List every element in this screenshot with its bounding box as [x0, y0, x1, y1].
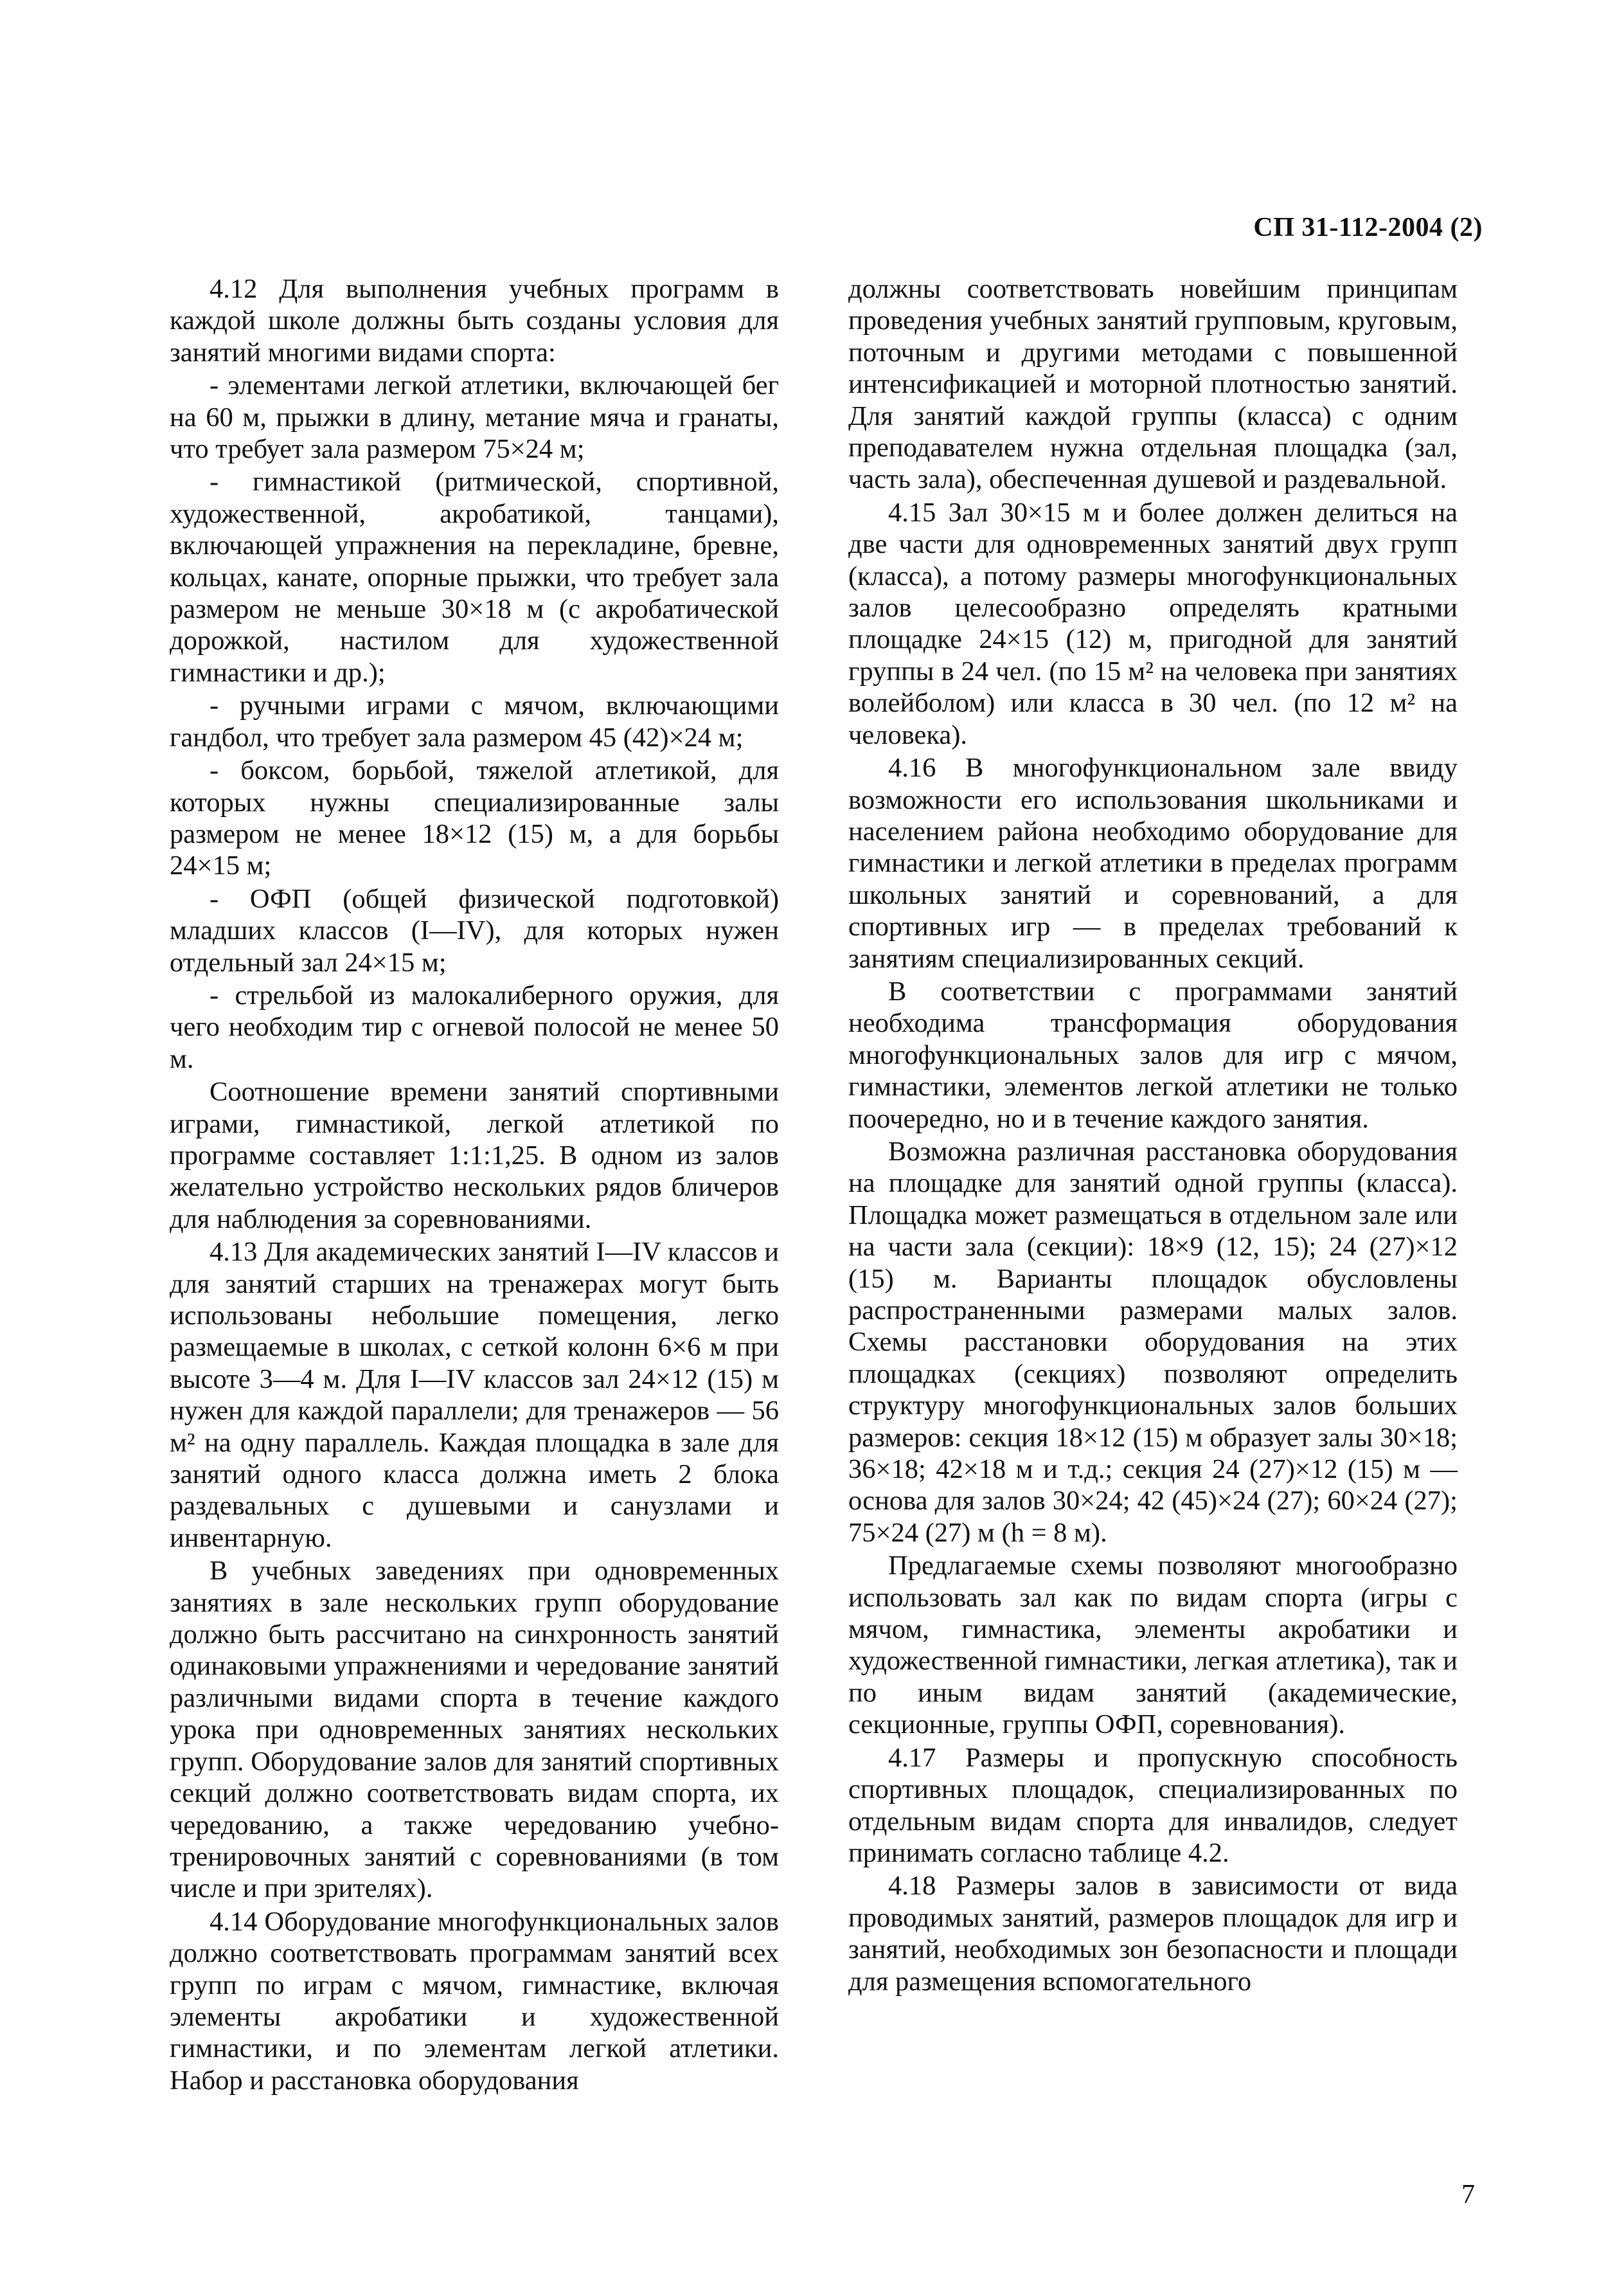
list-item-boxing: - боксом, борьбой, тяжелой атлетикой, для которых нужны специализированные залы размером не менее 18×12 (15) м, а для борьбы 24×15 м;: [170, 755, 779, 881]
list-item-shooting: - стрельбой из малокалиберного оружия, для чего необходим тир с огневой полосой не менее 50 м.: [170, 980, 779, 1074]
paragraph-schemes: Предлагаемые схемы позволяют многообразно использовать зал как по видам спорта (игры с мячом, гимнастика, элементы акробатики и художественной гимнастики, легкая атлетика), так и по иным видам занятий (академические, секционные, группы ОФП, соревнования).: [848, 1551, 1458, 1740]
list-item-gymnastics: - гимнастикой (ритмической, спортивной, художественной, акробатикой, танцами), включающей упражнения на перекладине, бревне, кольцах, канате, опорные прыжки, что требует зала размером не меньше 30×18 м (с акробатической дорожкой, настилом для художественной гимнастики и др.);: [170, 467, 779, 688]
paragraph-4-13: 4.13 Для академических занятий I—IV классов и для занятий старших на тренажерах могут быть использованы небольшие помещения, легко размещаемые в школах, с сеткой колонн 6×6 м при высоте 3—4 м. Для I—IV классов зал 24×12 (15) м нужен для каждой параллели; для тренажеров — 56 м² на одну параллель. Каждая площадка в зале для занятий одного класса должна иметь 2 блока раздевальных с душевыми и санузлами и инвентарную.: [170, 1237, 779, 1553]
paragraph-equipment-placement: Возможна различная расстановка оборудования на площадке для занятий одной группы (класса). Площадка может размещаться в отдельном зале или на части зала (секции): 18×9 (12, 15); 24 (27)×12 (15) м. Варианты площадок обусловлены распространенными размерами малых залов. Схемы расстановки оборудования на этих площадках (секциях) позволяют определить структуру многофункциональных залов больших размеров: секция 18×12 (15) м образует залы 30×18; 36×18; 42×18 м и т.д.; секция 24 (27)×12 (15) м — основа для залов 30×24; 42 (45)×24 (27); 60×24 (27); 75×24 (27) м (h = 8 м).: [848, 1136, 1458, 1548]
paragraph-4-18: 4.18 Размеры залов в зависимости от вида проводимых занятий, размеров площадок для игр и занятий, необходимых зон безопасности и площади для размещения вспомогательного: [848, 1871, 1458, 1997]
list-item-ofp: - ОФП (общей физической подготовкой) младших классов (I—IV), для которых нужен отдельный зал 24×15 м;: [170, 883, 779, 978]
list-item-athletics: - элементами легкой атлетики, включающей бег на 60 м, прыжки в длину, метание мяча и гранаты, что требует зала размером 75×24 м;: [170, 370, 779, 465]
paragraph-synchronous-classes: В учебных заведениях при одновременных занятиях в зале нескольких групп оборудование должно быть рассчитано на синхронность занятий одинаковыми упражнениями и чередование занятий различными видами спорта в течение каждого урока при одновременных занятиях нескольких групп. Оборудование залов для занятий спортивных секций должно соответствовать видам спорта, их чередованию, а также чередованию учебно-тренировочных занятий с соревнованиями (в том числе и при зрителях).: [170, 1556, 779, 1904]
paragraph-4-15: 4.15 Зал 30×15 м и более должен делиться на две части для одновременных занятий двух групп (класса), а потому размеры многофункциональных залов целесообразно определять кратными площадке 24×15 (12) м, пригодной для занятий группы в 24 чел. (по 15 м² на человека при занятиях волейболом) или класса в 30 чел. (по 12 м² на человека).: [848, 497, 1458, 750]
list-item-handball: - ручными играми с мячом, включающими гандбол, что требует зала размером 45 (42)×24 м;: [170, 690, 779, 753]
document-code-header: СП 31-112-2004 (2): [1253, 213, 1483, 242]
right-text-column: [848, 273, 1458, 1999]
left-text-column: [170, 273, 779, 2098]
paragraph-4-14-continued: должны соответствовать новейшим принципам проведения учебных занятий групповым, круговым, поточным и другими методами с повышенной интенсификацией и моторной плотностью занятий. Для занятий каждой группы (класса) с одним преподавателем нужна отдельная площадка (зал, часть зала), обеспеченная душевой и раздевальной.: [848, 274, 1458, 495]
paragraph-4-17: 4.17 Размеры и пропускную способность спортивных площадок, специализированных по отдельным видам спорта для инвалидов, следует принимать согласно таблице 4.2.: [848, 1742, 1458, 1868]
paragraph-4-16: 4.16 В многофункциональном зале ввиду возможности его использования школьниками и населением района необходимо оборудование для гимнастики и легкой атлетики в пределах программ школьных занятий и соревнований, а для спортивных игр — в пределах требований к занятиям специализированных секций.: [848, 753, 1458, 974]
paragraph-transformation: В соответствии с программами занятий необходима трансформация оборудования многофункциональных залов для игр с мячом, гимнастики, элементов легкой атлетики не только поочередно, но и в течение каждого занятия.: [848, 976, 1458, 1134]
page-number: 7: [1461, 2180, 1475, 2209]
paragraph-4-12: 4.12 Для выполнения учебных программ в каждой школе должны быть созданы условия для занятий многими видами спорта:: [170, 274, 779, 368]
paragraph-4-14: 4.14 Оборудование многофункциональных залов должно соответствовать программам занятий всех групп по играм с мячом, гимнастике, включая элементы акробатики и художественной гимнастики, и по элементам легкой атлетики. Набор и расстановка оборудования: [170, 1906, 779, 2096]
paragraph-time-ratio: Соотношение времени занятий спортивными играми, гимнастикой, легкой атлетикой по программе составляет 1:1:1,25. В одном из залов желательно устройство нескольких рядов бличеров для наблюдения за соревнованиями.: [170, 1077, 779, 1234]
